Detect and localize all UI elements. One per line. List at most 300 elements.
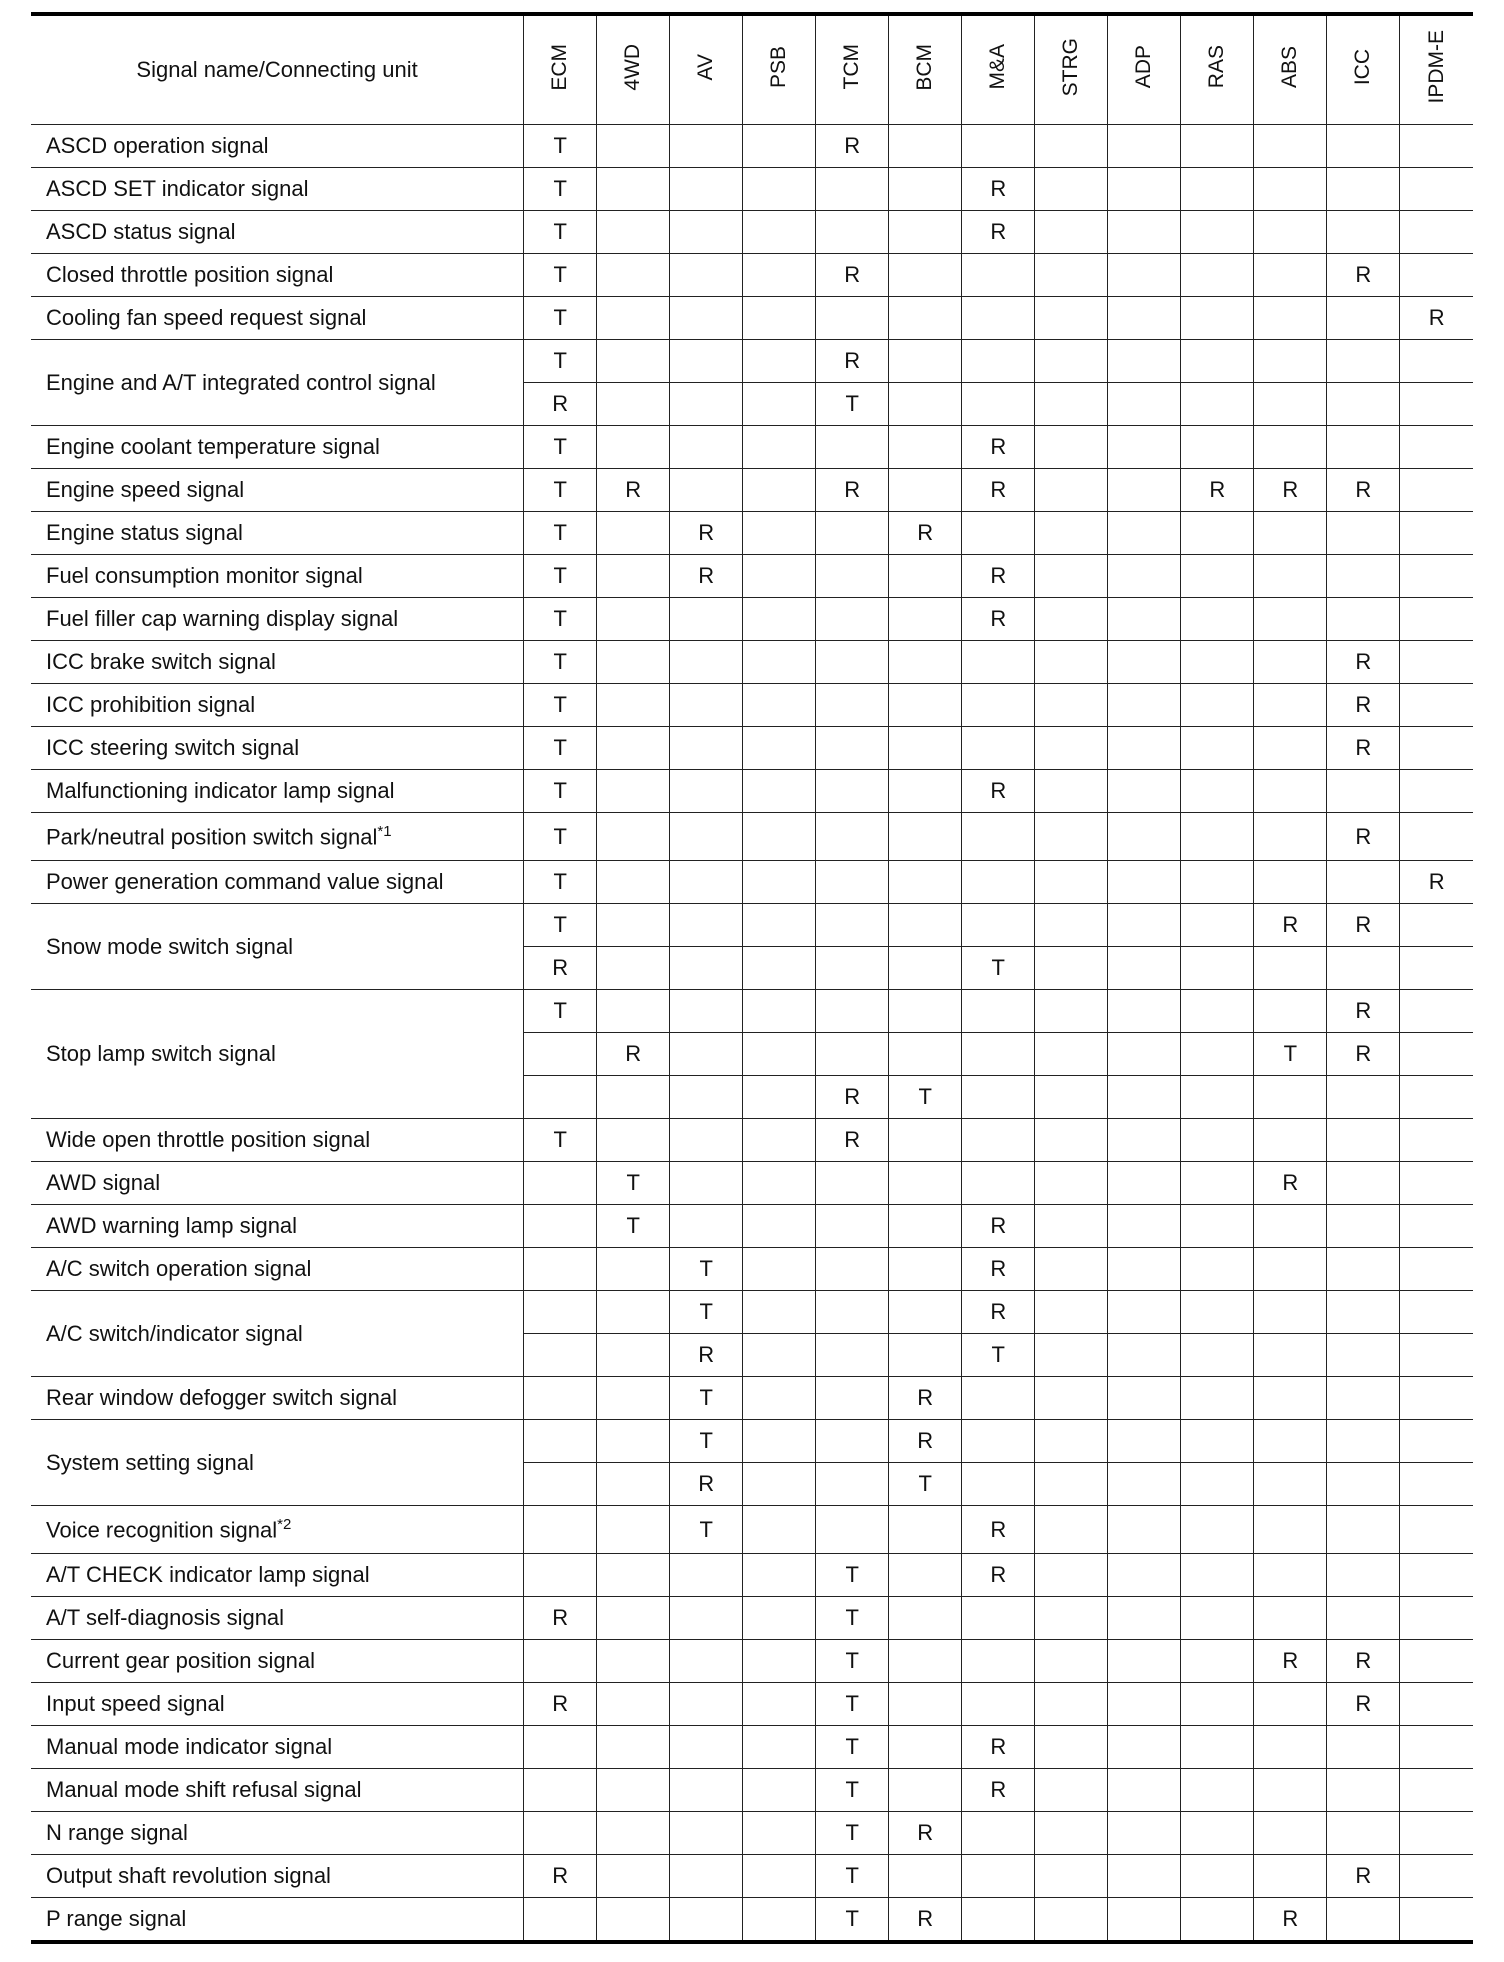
signal-cell: T bbox=[524, 168, 597, 211]
signal-cell bbox=[743, 555, 816, 598]
signal-cell: R bbox=[1181, 469, 1254, 512]
signal-cell bbox=[1254, 555, 1327, 598]
signal-cell: R bbox=[1327, 813, 1400, 861]
signal-cell bbox=[524, 1334, 597, 1377]
unit-header-label: ICC bbox=[1351, 48, 1375, 86]
signal-cell bbox=[670, 904, 743, 947]
signal-cell bbox=[1327, 297, 1400, 340]
signal-cell bbox=[1035, 555, 1108, 598]
signal-name-cell bbox=[31, 340, 524, 426]
unit-header-label: ECM bbox=[548, 43, 572, 91]
signal-cell bbox=[670, 1554, 743, 1597]
signal-name: Engine status signal bbox=[46, 520, 243, 545]
signal-cell bbox=[743, 383, 816, 426]
signal-cell bbox=[1108, 1205, 1181, 1248]
signal-cell bbox=[1400, 1554, 1473, 1597]
signal-cell bbox=[1108, 598, 1181, 641]
signal-cell bbox=[743, 1334, 816, 1377]
signal-cell bbox=[743, 1769, 816, 1812]
signal-name: Current gear position signal bbox=[46, 1648, 316, 1673]
signal-cell bbox=[1400, 1506, 1473, 1554]
signal-cell bbox=[670, 168, 743, 211]
signal-cell bbox=[1181, 1898, 1254, 1943]
signal-cell bbox=[1254, 641, 1327, 684]
signal-cell bbox=[1181, 297, 1254, 340]
signal-cell bbox=[670, 1033, 743, 1076]
signal-cell bbox=[670, 1812, 743, 1855]
signal-cell bbox=[743, 168, 816, 211]
signal-cell bbox=[524, 1076, 597, 1119]
signal-cell bbox=[1181, 1119, 1254, 1162]
signal-cell bbox=[962, 1898, 1035, 1943]
signal-cell bbox=[1035, 947, 1108, 990]
signal-cell bbox=[1254, 340, 1327, 383]
signal-cell: R bbox=[1254, 469, 1327, 512]
signal-name-cell bbox=[31, 1162, 524, 1205]
signal-cell bbox=[743, 1119, 816, 1162]
signal-cell bbox=[670, 383, 743, 426]
signal-cell: R bbox=[1327, 1683, 1400, 1726]
signal-name: Engine coolant temperature signal bbox=[46, 434, 380, 459]
signal-cell: T bbox=[816, 1726, 889, 1769]
signal-cell bbox=[1400, 641, 1473, 684]
signal-cell: R bbox=[1327, 1033, 1400, 1076]
signal-cell bbox=[889, 598, 962, 641]
signal-cell bbox=[1254, 1377, 1327, 1420]
signal-cell bbox=[1108, 990, 1181, 1033]
signal-cell bbox=[1108, 1463, 1181, 1506]
signal-cell bbox=[1035, 598, 1108, 641]
signal-cell bbox=[1400, 904, 1473, 947]
signal-cell bbox=[889, 1640, 962, 1683]
signal-cell: R bbox=[1327, 727, 1400, 770]
signal-cell: T bbox=[597, 1205, 670, 1248]
signal-cell: T bbox=[816, 1554, 889, 1597]
signal-name-cell bbox=[31, 1898, 524, 1943]
signal-cell bbox=[1108, 1291, 1181, 1334]
signal-cell: R bbox=[524, 947, 597, 990]
signal-cell bbox=[1181, 1855, 1254, 1898]
signal-cell bbox=[816, 555, 889, 598]
signal-cell bbox=[743, 469, 816, 512]
signal-cell bbox=[1035, 1640, 1108, 1683]
signal-cell bbox=[1108, 1248, 1181, 1291]
signal-name: Malfunctioning indicator lamp signal bbox=[46, 778, 395, 803]
table-row bbox=[31, 990, 1473, 1033]
signal-cell bbox=[743, 297, 816, 340]
signal-cell: R bbox=[670, 555, 743, 598]
table-row bbox=[31, 727, 1473, 770]
table-row bbox=[31, 1162, 1473, 1205]
signal-cell bbox=[1108, 1119, 1181, 1162]
signal-cell bbox=[1108, 1162, 1181, 1205]
signal-cell bbox=[1254, 1420, 1327, 1463]
signal-cell bbox=[1035, 1076, 1108, 1119]
signal-cell bbox=[1108, 340, 1181, 383]
signal-cell bbox=[1181, 1769, 1254, 1812]
signal-cell bbox=[1327, 1597, 1400, 1640]
signal-cell: R bbox=[962, 1506, 1035, 1554]
signal-cell bbox=[597, 1334, 670, 1377]
signal-cell bbox=[1400, 684, 1473, 727]
signal-cell bbox=[816, 1205, 889, 1248]
signal-cell bbox=[1181, 727, 1254, 770]
signal-cell bbox=[597, 168, 670, 211]
signal-cell bbox=[1181, 340, 1254, 383]
signal-cell bbox=[1035, 1506, 1108, 1554]
signal-cell: R bbox=[962, 1769, 1035, 1812]
signal-cell bbox=[1400, 1683, 1473, 1726]
unit-header-psb bbox=[743, 14, 816, 125]
signal-cell bbox=[1181, 1420, 1254, 1463]
signal-cell bbox=[1181, 555, 1254, 598]
signal-cell bbox=[670, 297, 743, 340]
signal-cell bbox=[1108, 211, 1181, 254]
signal-cell bbox=[889, 1033, 962, 1076]
signal-cell bbox=[889, 254, 962, 297]
signal-cell bbox=[1400, 383, 1473, 426]
table-row bbox=[31, 1506, 1473, 1554]
signal-cell bbox=[597, 1119, 670, 1162]
signal-cell bbox=[962, 1076, 1035, 1119]
signal-cell bbox=[1108, 1076, 1181, 1119]
signal-cell: R bbox=[962, 598, 1035, 641]
signal-name: ICC steering switch signal bbox=[46, 735, 300, 760]
signal-cell bbox=[1108, 469, 1181, 512]
signal-cell bbox=[816, 1291, 889, 1334]
signal-cell bbox=[1327, 512, 1400, 555]
signal-cell: T bbox=[524, 727, 597, 770]
unit-header-label: ADP bbox=[1132, 45, 1156, 89]
signal-cell bbox=[1400, 1726, 1473, 1769]
signal-cell bbox=[1327, 426, 1400, 469]
signal-cell bbox=[743, 770, 816, 813]
table-row bbox=[31, 1855, 1473, 1898]
signal-cell bbox=[1327, 340, 1400, 383]
signal-cell: T bbox=[524, 469, 597, 512]
signal-cell bbox=[743, 1291, 816, 1334]
signal-cell bbox=[1327, 1205, 1400, 1248]
signal-cell bbox=[1327, 1291, 1400, 1334]
signal-cell bbox=[889, 125, 962, 168]
signal-name: Output shaft revolution signal bbox=[46, 1863, 331, 1888]
signal-cell bbox=[889, 1506, 962, 1554]
signal-cell bbox=[1327, 211, 1400, 254]
signal-cell bbox=[1108, 684, 1181, 727]
table-row bbox=[31, 512, 1473, 555]
signal-cell: R bbox=[1327, 904, 1400, 947]
signal-name: A/T CHECK indicator lamp signal bbox=[46, 1562, 370, 1587]
unit-header-4wd bbox=[597, 14, 670, 125]
table-row bbox=[31, 1420, 1473, 1463]
signal-cell bbox=[524, 1291, 597, 1334]
signal-cell bbox=[1181, 1463, 1254, 1506]
signal-cell bbox=[1400, 469, 1473, 512]
signal-cell bbox=[1254, 1463, 1327, 1506]
signal-cell: T bbox=[670, 1506, 743, 1554]
signal-name: ASCD SET indicator signal bbox=[46, 176, 309, 201]
unit-header-label: ABS bbox=[1278, 45, 1302, 89]
signal-cell bbox=[1181, 598, 1254, 641]
signal-name-cell bbox=[31, 297, 524, 340]
signal-cell bbox=[524, 1420, 597, 1463]
signal-cell bbox=[1327, 555, 1400, 598]
table-row bbox=[31, 861, 1473, 904]
signal-cell: T bbox=[524, 426, 597, 469]
signal-cell bbox=[1181, 684, 1254, 727]
signal-cell bbox=[1181, 512, 1254, 555]
signal-name: Stop lamp switch signal bbox=[46, 1041, 276, 1066]
signal-cell bbox=[889, 1769, 962, 1812]
signal-cell bbox=[1181, 168, 1254, 211]
signal-cell bbox=[1254, 1248, 1327, 1291]
signal-cell bbox=[1181, 426, 1254, 469]
signal-cell bbox=[1108, 861, 1181, 904]
signal-cell bbox=[743, 1506, 816, 1554]
signal-cell bbox=[1400, 1162, 1473, 1205]
signal-cell: R bbox=[1254, 1898, 1327, 1943]
signal-cell bbox=[962, 1033, 1035, 1076]
signal-cell bbox=[1035, 1726, 1108, 1769]
signal-cell: R bbox=[889, 1898, 962, 1943]
signal-cell bbox=[1181, 125, 1254, 168]
signal-cell bbox=[1181, 1162, 1254, 1205]
signal-cell bbox=[1108, 1726, 1181, 1769]
signal-cell bbox=[1400, 1377, 1473, 1420]
signal-cell bbox=[1400, 254, 1473, 297]
signal-cell: T bbox=[816, 1812, 889, 1855]
signal-cell bbox=[1035, 1812, 1108, 1855]
signal-name-cell bbox=[31, 727, 524, 770]
signal-cell bbox=[889, 1554, 962, 1597]
signal-cell bbox=[1181, 770, 1254, 813]
signal-cell bbox=[1254, 770, 1327, 813]
table-row bbox=[31, 340, 1473, 383]
signal-cell bbox=[1400, 1640, 1473, 1683]
signal-cell bbox=[1400, 813, 1473, 861]
signal-cell bbox=[597, 1291, 670, 1334]
signal-cell bbox=[1181, 211, 1254, 254]
signal-cell bbox=[743, 904, 816, 947]
signal-cell bbox=[1327, 1812, 1400, 1855]
signal-cell bbox=[743, 1597, 816, 1640]
signal-cell bbox=[1400, 990, 1473, 1033]
unit-header-label: STRG bbox=[1059, 37, 1083, 97]
signal-cell bbox=[962, 1377, 1035, 1420]
signal-cell bbox=[1400, 1769, 1473, 1812]
signal-cell: R bbox=[1327, 254, 1400, 297]
signal-cell bbox=[743, 1554, 816, 1597]
signal-cell bbox=[743, 1726, 816, 1769]
signal-cell bbox=[524, 1554, 597, 1597]
signal-cell: R bbox=[962, 168, 1035, 211]
signal-cell bbox=[1400, 1248, 1473, 1291]
signal-cell bbox=[1254, 1683, 1327, 1726]
unit-header-strg bbox=[1035, 14, 1108, 125]
signal-cell bbox=[1108, 1855, 1181, 1898]
signal-name: Park/neutral position switch signal bbox=[46, 824, 378, 850]
signal-cell: R bbox=[816, 340, 889, 383]
signal-cell bbox=[1108, 1640, 1181, 1683]
signal-cell bbox=[889, 861, 962, 904]
signal-cell bbox=[1035, 813, 1108, 861]
signal-cell: T bbox=[524, 598, 597, 641]
signal-cell bbox=[597, 1554, 670, 1597]
unit-header-label: M&A bbox=[986, 44, 1010, 90]
signal-cell: R bbox=[1327, 684, 1400, 727]
signal-cell: R bbox=[1327, 1640, 1400, 1683]
signal-cell bbox=[1035, 383, 1108, 426]
signal-name-cell bbox=[31, 1291, 524, 1377]
signal-cell bbox=[1254, 1726, 1327, 1769]
signal-cell bbox=[1181, 1248, 1254, 1291]
signal-cell bbox=[1035, 1033, 1108, 1076]
signal-name-cell bbox=[31, 1683, 524, 1726]
signal-cell bbox=[1400, 512, 1473, 555]
signal-cell: R bbox=[962, 1554, 1035, 1597]
signal-cell bbox=[1108, 1334, 1181, 1377]
signal-cell bbox=[743, 512, 816, 555]
signal-cell bbox=[743, 1377, 816, 1420]
signal-cell bbox=[1108, 813, 1181, 861]
table-row bbox=[31, 1377, 1473, 1420]
signal-cell bbox=[1108, 1812, 1181, 1855]
signal-cell bbox=[816, 1463, 889, 1506]
signal-cell bbox=[1400, 1420, 1473, 1463]
signal-cell bbox=[962, 1119, 1035, 1162]
signal-name-cell bbox=[31, 1554, 524, 1597]
signal-cell bbox=[670, 598, 743, 641]
signal-cell bbox=[816, 1248, 889, 1291]
signal-cell bbox=[670, 1162, 743, 1205]
signal-cell bbox=[1327, 1162, 1400, 1205]
signal-name-cell bbox=[31, 125, 524, 168]
signal-cell bbox=[962, 1855, 1035, 1898]
unit-header-label: TCM bbox=[840, 44, 864, 90]
signal-cell bbox=[597, 990, 670, 1033]
signal-cell bbox=[1327, 1554, 1400, 1597]
signal-cell bbox=[1108, 904, 1181, 947]
signal-name: Input speed signal bbox=[46, 1691, 225, 1716]
signal-cell bbox=[743, 1463, 816, 1506]
signal-cell bbox=[1108, 1033, 1181, 1076]
signal-cell bbox=[889, 904, 962, 947]
signal-name-cell bbox=[31, 1855, 524, 1898]
signal-cell: R bbox=[816, 1076, 889, 1119]
signal-name: A/C switch/indicator signal bbox=[46, 1320, 303, 1346]
signal-cell bbox=[743, 947, 816, 990]
signal-cell: R bbox=[816, 1119, 889, 1162]
signal-cell bbox=[1254, 1119, 1327, 1162]
signal-name-cell bbox=[31, 1726, 524, 1769]
signal-cell bbox=[1035, 1855, 1108, 1898]
signal-name-cell bbox=[31, 641, 524, 684]
signal-cell bbox=[1400, 125, 1473, 168]
signal-cell: T bbox=[597, 1162, 670, 1205]
signal-cell: T bbox=[524, 254, 597, 297]
signal-cell: R bbox=[1254, 1162, 1327, 1205]
signal-cell bbox=[743, 1162, 816, 1205]
signal-name: Rear window defogger switch signal bbox=[46, 1385, 397, 1410]
table-row bbox=[31, 555, 1473, 598]
signal-cell bbox=[1327, 1726, 1400, 1769]
signal-cell bbox=[1254, 1506, 1327, 1554]
signal-table bbox=[31, 12, 1473, 1944]
signal-cell bbox=[1254, 254, 1327, 297]
signal-cell bbox=[524, 1506, 597, 1554]
signal-name: Engine speed signal bbox=[46, 477, 245, 502]
table-row bbox=[31, 770, 1473, 813]
signal-cell bbox=[816, 1162, 889, 1205]
signal-cell bbox=[1035, 426, 1108, 469]
signal-name-cell bbox=[31, 813, 524, 861]
signal-cell: R bbox=[1327, 1855, 1400, 1898]
unit-header-ras bbox=[1181, 14, 1254, 125]
signal-name: A/T self-diagnosis signal bbox=[46, 1605, 285, 1630]
footnote-marker: *2 bbox=[277, 1515, 292, 1533]
signal-cell bbox=[1181, 1377, 1254, 1420]
unit-header-bcm bbox=[889, 14, 962, 125]
signal-cell bbox=[1035, 1162, 1108, 1205]
unit-header-av bbox=[670, 14, 743, 125]
table-row bbox=[31, 211, 1473, 254]
signal-cell bbox=[1108, 770, 1181, 813]
signal-cell bbox=[1254, 426, 1327, 469]
signal-cell bbox=[1400, 1291, 1473, 1334]
signal-name: ASCD operation signal bbox=[46, 133, 269, 158]
signal-table-sheet bbox=[31, 12, 1473, 1944]
signal-cell bbox=[1327, 1334, 1400, 1377]
signal-cell: R bbox=[1400, 861, 1473, 904]
signal-name: Closed throttle position signal bbox=[46, 262, 334, 287]
unit-header-label: IPDM-E bbox=[1424, 30, 1448, 104]
signal-cell bbox=[889, 1248, 962, 1291]
signal-cell bbox=[1400, 211, 1473, 254]
signal-cell bbox=[743, 1812, 816, 1855]
signal-cell bbox=[816, 727, 889, 770]
signal-cell bbox=[670, 990, 743, 1033]
signal-cell: R bbox=[1327, 990, 1400, 1033]
signal-cell bbox=[1035, 1898, 1108, 1943]
signal-cell bbox=[962, 813, 1035, 861]
signal-cell bbox=[1327, 1248, 1400, 1291]
signal-name-cell bbox=[31, 426, 524, 469]
signal-cell: R bbox=[889, 512, 962, 555]
signal-cell bbox=[962, 1812, 1035, 1855]
signal-cell: T bbox=[524, 125, 597, 168]
signal-cell bbox=[1035, 340, 1108, 383]
signal-cell bbox=[597, 297, 670, 340]
signal-cell bbox=[524, 1463, 597, 1506]
signal-name-cell bbox=[31, 211, 524, 254]
signal-cell bbox=[1254, 211, 1327, 254]
table-row bbox=[31, 1769, 1473, 1812]
signal-cell bbox=[1108, 947, 1181, 990]
signal-cell: R bbox=[962, 1291, 1035, 1334]
signal-cell bbox=[816, 168, 889, 211]
signal-cell bbox=[743, 861, 816, 904]
signal-cell: T bbox=[524, 990, 597, 1033]
signal-cell bbox=[889, 947, 962, 990]
signal-cell bbox=[670, 861, 743, 904]
signal-cell: T bbox=[816, 1683, 889, 1726]
signal-cell bbox=[524, 1812, 597, 1855]
signal-cell bbox=[670, 1076, 743, 1119]
signal-cell: R bbox=[1327, 641, 1400, 684]
signal-cell bbox=[1108, 125, 1181, 168]
signal-cell bbox=[1254, 1076, 1327, 1119]
signal-cell bbox=[1254, 727, 1327, 770]
